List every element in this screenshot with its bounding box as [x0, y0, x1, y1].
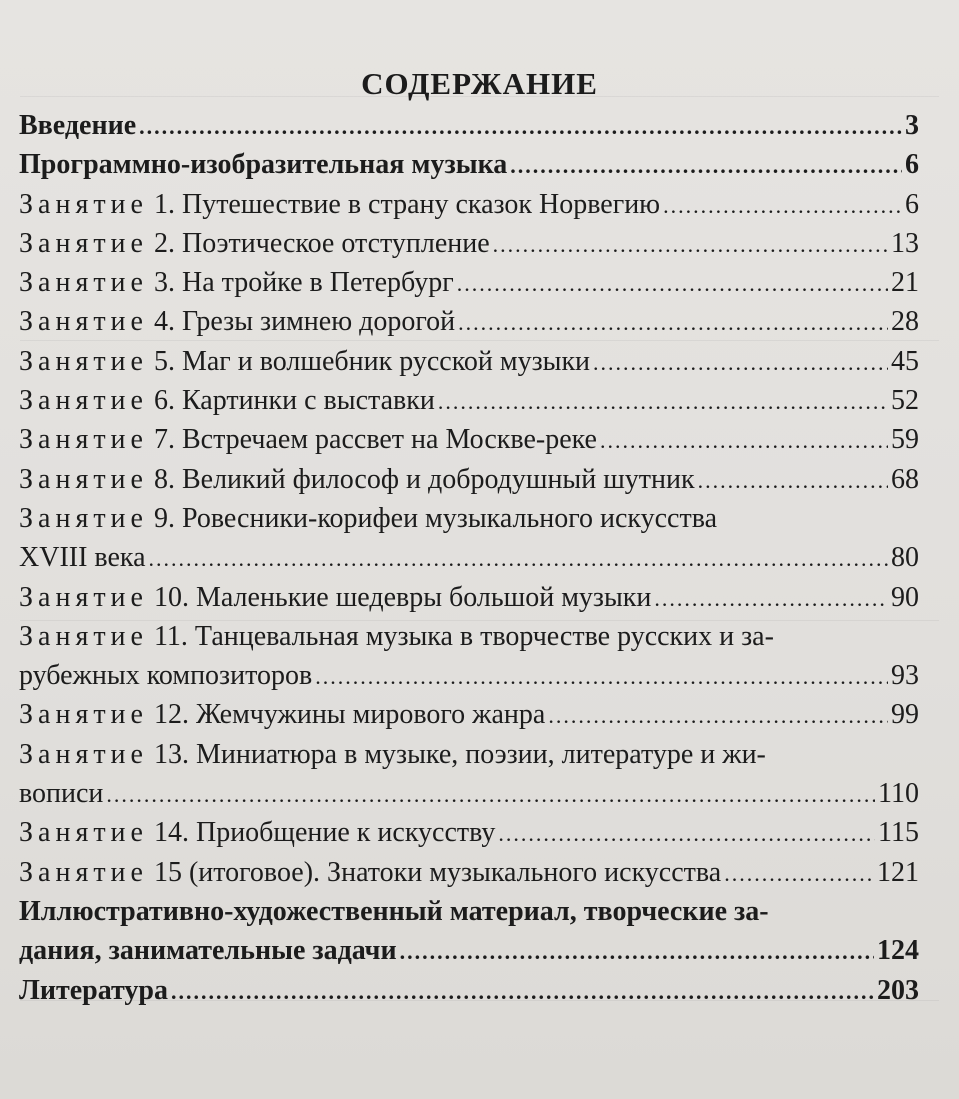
entry-title: 12. Жемчужины мирового жанра	[153, 699, 546, 731]
lesson-label: Занятие	[19, 227, 148, 259]
page-number: 21	[891, 267, 919, 299]
entry-title: Иллюстративно-художественный материал, творческие за-	[19, 895, 769, 927]
page-number: 52	[891, 385, 919, 417]
toc-entry[interactable]	[19, 381, 919, 420]
page-number: 99	[891, 699, 919, 731]
toc-entry[interactable]	[19, 813, 919, 852]
toc-entry[interactable]	[19, 971, 919, 1010]
lesson-label: Занятие	[19, 581, 148, 613]
table-of-contents	[19, 106, 919, 1010]
toc-entry[interactable]	[19, 460, 919, 499]
page-number: 68	[891, 463, 919, 495]
leader-dots	[438, 382, 888, 421]
leader-dots	[171, 972, 874, 1011]
lesson-label: Занятие	[19, 267, 148, 299]
page-number: 93	[891, 660, 919, 692]
toc-entry[interactable]	[19, 578, 919, 617]
leader-dots	[106, 775, 875, 814]
leader-dots	[548, 696, 888, 735]
toc-entry[interactable]	[19, 224, 919, 263]
leader-dots	[698, 461, 888, 500]
leader-dots	[510, 146, 902, 185]
toc-entry[interactable]	[19, 892, 919, 971]
toc-entry[interactable]	[19, 185, 919, 224]
lesson-label: Занятие	[19, 856, 148, 888]
entry-title: 15 (итоговое). Знатоки музыкального искусства	[153, 856, 722, 888]
lesson-label: Занятие	[19, 699, 148, 731]
toc-entry[interactable]	[19, 302, 919, 341]
toc-entry[interactable]	[19, 420, 919, 459]
entry-title: 14. Приобщение к искусству	[153, 817, 496, 849]
entry-title: 1. Путешествие в страну сказок Норвегию	[153, 188, 661, 220]
entry-title: 11. Танцевальная музыка в творчестве русских и за-	[153, 620, 774, 652]
toc-entry[interactable]	[19, 695, 919, 734]
page-number: 28	[891, 306, 919, 338]
lesson-label: Занятие	[19, 424, 148, 456]
page-number: 115	[878, 817, 919, 849]
entry-title-continuation: XVIII века	[19, 542, 146, 574]
leader-dots	[593, 343, 888, 382]
toc-entry[interactable]	[19, 499, 919, 578]
leader-dots	[400, 932, 874, 971]
entry-title: 6. Картинки с выставки	[153, 385, 435, 417]
toc-entry[interactable]	[19, 342, 919, 381]
toc-entry[interactable]	[19, 853, 919, 892]
entry-title: Введение	[19, 110, 137, 141]
page-number: 6	[905, 149, 919, 181]
lesson-label: Занятие	[19, 463, 148, 495]
leader-dots	[493, 225, 888, 264]
page-title: СОДЕРЖАНИЕ	[361, 66, 598, 101]
leader-dots	[139, 107, 902, 146]
toc-entry[interactable]	[19, 735, 919, 814]
leader-dots	[457, 264, 888, 303]
entry-title: Литература	[19, 974, 168, 1006]
page-number: 3	[905, 110, 919, 141]
entry-title: 9. Ровесники-корифеи музыкального искусства	[153, 502, 718, 534]
page-number: 110	[878, 778, 919, 810]
page-number: 45	[891, 345, 919, 377]
lesson-label: Занятие	[19, 345, 148, 377]
lesson-label: Занятие	[19, 738, 148, 770]
leader-dots	[600, 421, 888, 460]
entry-title: 4. Грезы зимнею дорогой	[153, 306, 456, 338]
page-number: 203	[877, 974, 919, 1006]
entry-title: 3. На тройке в Петербург	[153, 267, 454, 299]
entry-title: 5. Маг и волшебник русской музыки	[153, 345, 591, 377]
entry-title: 2. Поэтическое отступление	[153, 227, 490, 259]
page-number: 59	[891, 424, 919, 456]
page-number: 124	[877, 935, 919, 967]
lesson-label: Занятие	[19, 385, 148, 417]
entry-title-continuation: рубежных композиторов	[19, 660, 313, 692]
lesson-label: Занятие	[19, 188, 148, 220]
leader-dots	[315, 657, 888, 696]
page-number: 13	[891, 227, 919, 259]
page-number: 121	[877, 856, 919, 888]
leader-dots	[663, 186, 902, 225]
toc-entry[interactable]	[19, 617, 919, 696]
leader-dots	[724, 854, 874, 893]
entry-title: 10. Маленькие шедевры большой музыки	[153, 581, 652, 613]
lesson-label: Занятие	[19, 502, 148, 534]
lesson-label: Занятие	[19, 817, 148, 849]
leader-dots	[498, 814, 875, 853]
leader-dots	[654, 579, 888, 618]
lesson-label: Занятие	[19, 306, 148, 338]
entry-title-continuation: дания, занимательные задачи	[19, 935, 397, 967]
entry-title: 8. Великий философ и добродушный шутник	[153, 463, 695, 495]
entry-title: 7. Встречаем рассвет на Москве-реке	[153, 424, 597, 456]
toc-entry[interactable]	[19, 106, 919, 145]
page-number: 6	[905, 188, 919, 220]
leader-dots	[149, 539, 888, 578]
toc-entry[interactable]	[19, 145, 919, 184]
page-number: 80	[891, 542, 919, 574]
leader-dots	[458, 303, 888, 342]
entry-title: Программно-изобразительная музыка	[19, 149, 508, 181]
toc-entry[interactable]	[19, 263, 919, 302]
page-number: 90	[891, 581, 919, 613]
lesson-label: Занятие	[19, 620, 148, 652]
entry-title: 13. Миниатюра в музыке, поэзии, литературе и жи-	[153, 738, 766, 770]
entry-title-continuation: вописи	[19, 778, 104, 810]
